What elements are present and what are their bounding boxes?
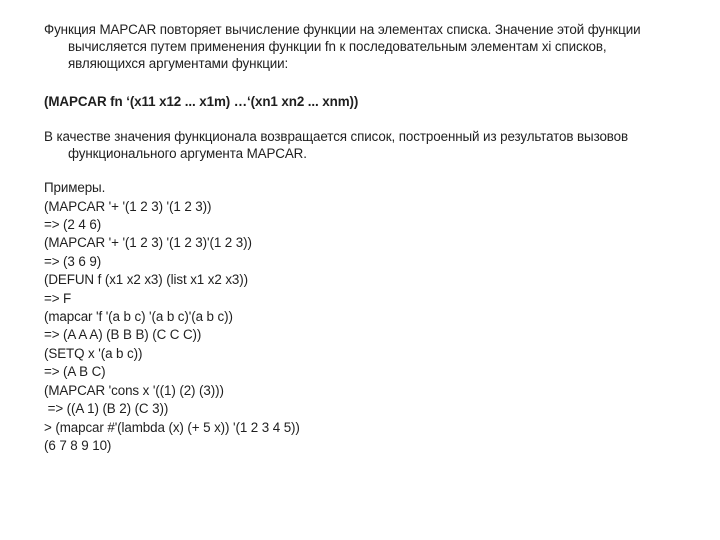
example-line: (6 7 8 9 10) bbox=[44, 437, 112, 453]
example-line: (MAPCAR '+ '(1 2 3) '(1 2 3)'(1 2 3)) bbox=[44, 235, 252, 251]
example-line: => (A A A) (B B B) (C C C)) bbox=[44, 327, 202, 343]
example-line: => (A B C) bbox=[44, 364, 106, 380]
example-line: (MAPCAR '+ '(1 2 3) '(1 2 3)) bbox=[44, 198, 212, 214]
example-line: => (2 4 6) bbox=[44, 217, 102, 233]
example-line: => F bbox=[44, 290, 72, 306]
example-line: (SETQ x '(a b c)) bbox=[44, 345, 143, 361]
spacer bbox=[44, 162, 680, 179]
example-line: => (3 6 9) bbox=[44, 253, 102, 269]
spacer bbox=[44, 73, 680, 93]
spacer bbox=[44, 110, 680, 128]
syntax-line: (MAPCAR fn ‘(x11 x12 ... x1m) …‘(xn1 xn2 ... xnm)) bbox=[44, 93, 359, 109]
examples-heading: Примеры. bbox=[44, 180, 106, 196]
example-line: => ((A 1) (B 2) (C 3)) bbox=[44, 401, 169, 417]
example-line: (mapcar 'f '(a b c) '(a b c)'(a b c)) bbox=[44, 309, 233, 325]
intro-paragraph: Функция MAPCAR повторяет вычисление функции на элементах списка. Значение этой функции вычисляется путем применения функции fn к последовательным элементам xi списков, являющихся аргументами функции: bbox=[44, 22, 641, 72]
example-line: (DEFUN f (x1 x2 x3) (list x1 x2 x3)) bbox=[44, 272, 248, 288]
examples-block bbox=[44, 179, 680, 455]
slide-content bbox=[44, 21, 680, 455]
example-line: > (mapcar #'(lambda (x) (+ 5 x)) '(1 2 3 4 5)) bbox=[44, 419, 300, 435]
example-line: (MAPCAR 'cons x '((1) (2) (3))) bbox=[44, 382, 224, 398]
result-paragraph: В качестве значения функционала возвращается список, построенный из результатов вызовов функционального аргумента MAPCAR. bbox=[44, 128, 629, 162]
